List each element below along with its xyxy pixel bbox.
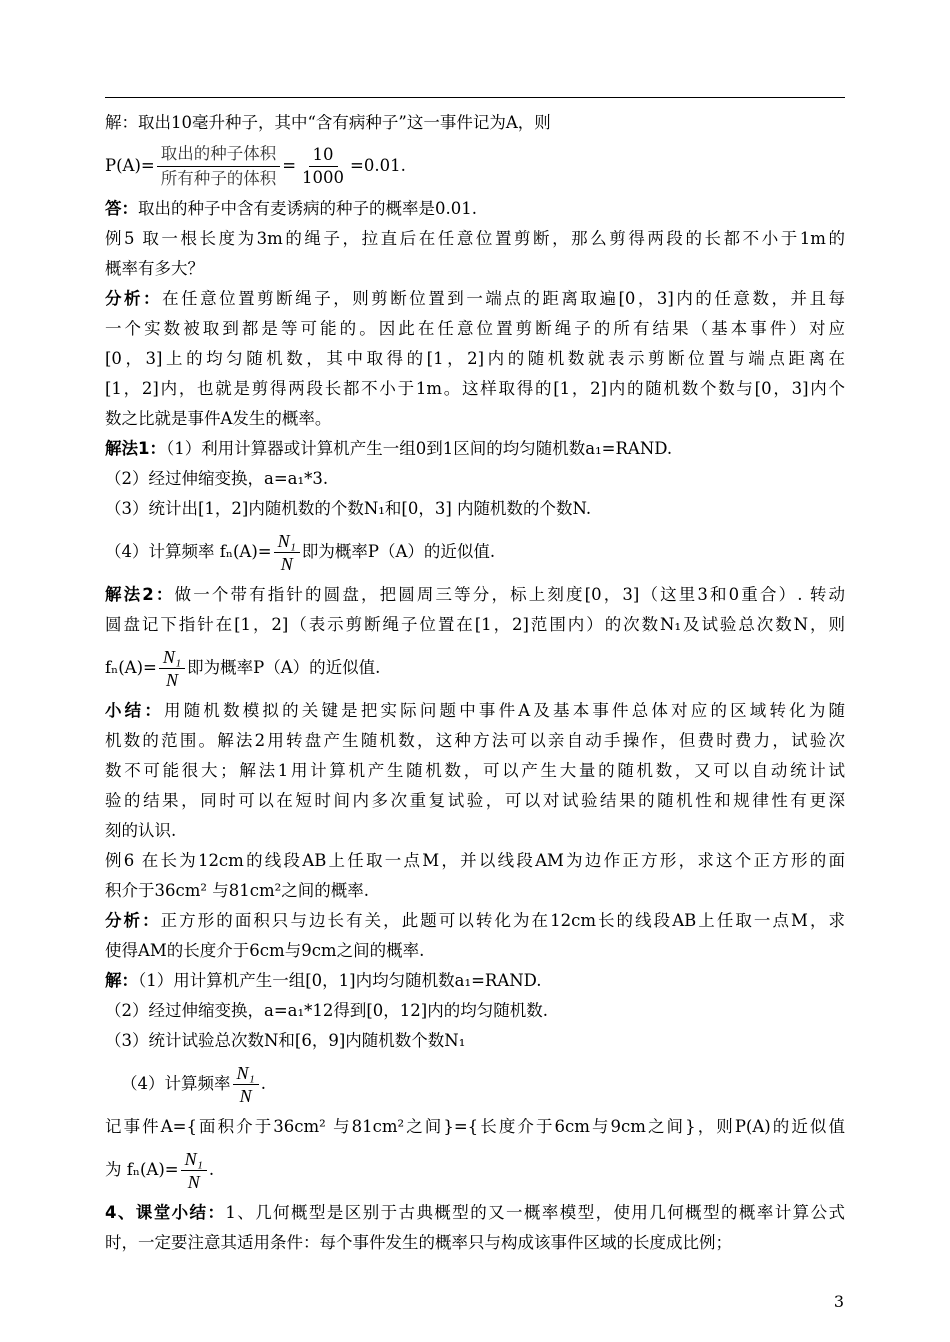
- document-body: [105, 108, 845, 1258]
- summary-line4: 验的结果，同时可以在短时间内多次重复试验，可以对试验结果的随机性和规律性有更深: [105, 791, 845, 810]
- summary-label: 小结：: [105, 701, 165, 720]
- formula-suffix: .: [208, 1160, 215, 1179]
- formula-suffix: 即为概率P（A）的近似值.: [187, 658, 381, 677]
- event-formula: [105, 1142, 845, 1198]
- method1-label: 解法1：: [105, 439, 166, 458]
- answer-line: [105, 194, 845, 224]
- analysis-label: 分析：: [105, 911, 161, 930]
- method2-formula: [105, 640, 845, 696]
- formula-prefix: P(A)=: [105, 156, 155, 175]
- analysis2-line1: [105, 906, 845, 936]
- analysis-line2: 一个实数被取到都是等可能的。因此在任意位置剪断绳子的所有结果（基本事件）对应: [105, 319, 845, 338]
- fraction-numerator: 取出的种子体积: [157, 142, 281, 167]
- example6-line2: 积介于36cm² 与81cm²之间的概率.: [105, 881, 369, 900]
- frequency-fraction: [181, 1148, 207, 1193]
- analysis-line3: [0，3]上的均匀随机数，其中取得的[1，2]内的随机数就表示剪断位置与端点距离在: [105, 349, 845, 368]
- frequency-fraction: [159, 646, 185, 691]
- class-summary-line1: [105, 1198, 845, 1228]
- solution-intro: 解：取出10毫升种子，其中“含有病种子”这一事件记为A，则: [105, 113, 551, 132]
- fraction-denominator: N: [187, 1171, 200, 1192]
- equals-sign: =: [282, 156, 297, 175]
- solution-label: 解：: [105, 971, 138, 990]
- fraction-denominator: 1000: [302, 167, 345, 187]
- method1-step3: （3）统计出[1，2]内随机数的个数N₁和[0，3] 内随机数的个数N.: [105, 499, 592, 518]
- summary-line2: 机数的范围。解法2用转盘产生随机数，这种方法可以亲自动手操作，但费时费力，试验次: [105, 731, 845, 750]
- fraction-numerator: 10: [309, 144, 338, 167]
- header-rule: [105, 97, 845, 98]
- method1-text: （1）利用计算器或计算机产生一组0到1区间的均匀随机数a₁=RAND.: [165, 439, 673, 458]
- solution2-step1: [105, 966, 845, 996]
- fraction-numerator: N₁: [274, 530, 300, 553]
- fraction-numerator: N₁: [181, 1148, 207, 1171]
- analysis-line4: [1，2]内，也就是剪得两段长都不小于1m。这样取得的[1，2]内的随机数个数与[0，3]内个: [105, 379, 845, 398]
- summary-line1: [105, 696, 845, 726]
- fraction-denominator: 所有种子的体积: [160, 168, 277, 188]
- method2-line2: 圆盘记下指针在[1，2]（表示剪断绳子位置在[1，2]范围内）的次数N₁及试验总次数N，则: [105, 615, 845, 634]
- numeric-fraction: [298, 144, 348, 189]
- formula-prefix: 为 fₙ(A)=: [105, 1160, 179, 1179]
- analysis-text: 正方形的面积只与边长有关，此题可以转化为在12cm长的线段AB上任取一点M，求: [160, 911, 845, 930]
- page-number: 3: [833, 1292, 844, 1311]
- formula-prefix: fₙ(A)=: [105, 658, 157, 677]
- step4-prefix: （4）计算频率: [121, 1074, 231, 1093]
- example5-line1: 例5 取一根长度为3m的绳子，拉直后在任意位置剪断，那么剪得两段的长都不小于1m的: [105, 229, 845, 248]
- method1-step4: [105, 524, 845, 580]
- summary-line5: 刻的认识.: [105, 821, 177, 840]
- method1-step2: （2）经过伸缩变换，a=a₁*3.: [105, 469, 329, 488]
- analysis2-line2: 使得AM的长度介于6cm与9cm之间的概率.: [105, 941, 425, 960]
- analysis-text: 在任意位置剪断绳子，则剪断位置到一端点的距离取遍[0，3]内的任意数，并且每: [162, 289, 846, 308]
- solution2-step4: [105, 1056, 845, 1112]
- solution2-step3: （3）统计试验总次数N和[6，9]内随机数个数N₁: [105, 1031, 466, 1050]
- fraction-numerator: N₁: [233, 1062, 259, 1085]
- summary-line3: 数不可能很大；解法1用计算机产生随机数，可以产生大量的随机数，又可以自动统计试: [105, 761, 845, 780]
- analysis-line5: 数之比就是事件A发生的概率。: [105, 409, 332, 428]
- class-summary-text: 1、几何概型是区别于古典概型的又一概率模型，使用几何概型的概率计算公式: [225, 1203, 845, 1222]
- fraction-denominator: N: [239, 1085, 252, 1106]
- step4-suffix: 即为概率P（A）的近似值.: [301, 542, 496, 561]
- frequency-fraction: [233, 1062, 259, 1107]
- method2-line1: [105, 580, 845, 610]
- probability-formula: [105, 138, 845, 194]
- fraction-denominator: N: [280, 553, 293, 574]
- analysis-line1: [105, 284, 845, 314]
- solution2-step2: （2）经过伸缩变换，a=a₁*12得到[0，12]内的均匀随机数.: [105, 1001, 548, 1020]
- frequency-fraction: [274, 530, 300, 575]
- method2-text: 做一个带有指针的圆盘，把圆周三等分，标上刻度[0，3]（这里3和0重合）. 转动: [174, 585, 845, 604]
- fraction-numerator: N₁: [159, 646, 185, 669]
- answer-text: 取出的种子中含有麦诱病的种子的概率是0.01.: [138, 199, 477, 218]
- class-summary-label: 4、课堂小结：: [105, 1203, 226, 1222]
- example5-line2: 概率有多大？: [105, 259, 204, 278]
- summary-text: 用随机数模拟的关键是把实际问题中事件A及基本事件总体对应的区域转化为随: [164, 701, 846, 720]
- formula-result: =0.01.: [350, 156, 406, 175]
- method1-step1: [105, 434, 845, 464]
- fraction-denominator: N: [166, 669, 179, 690]
- class-summary-line2: 时，一定要注意其适用条件：每个事件发生的概率只与构成该事件区域的长度成比例；: [105, 1233, 732, 1252]
- step4-prefix: （4）计算频率 fₙ(A)=: [105, 542, 272, 561]
- example6-line1: 例6 在长为12cm的线段AB上任取一点M，并以线段AM为边作正方形，求这个正方形的面: [105, 851, 845, 870]
- answer-label: 答：: [105, 199, 138, 218]
- volume-fraction: [157, 142, 281, 191]
- solution-text: （1）用计算机产生一组[0，1]内均匀随机数a₁=RAND.: [138, 971, 542, 990]
- method2-label: 解法2：: [105, 585, 175, 604]
- event-definition: 记事件A={面积介于36cm² 与81cm²之间}={长度介于6cm与9cm之间}，则P(A)的近似值: [105, 1117, 845, 1136]
- step4-suffix: .: [260, 1074, 267, 1093]
- analysis-label: 分析：: [105, 289, 163, 308]
